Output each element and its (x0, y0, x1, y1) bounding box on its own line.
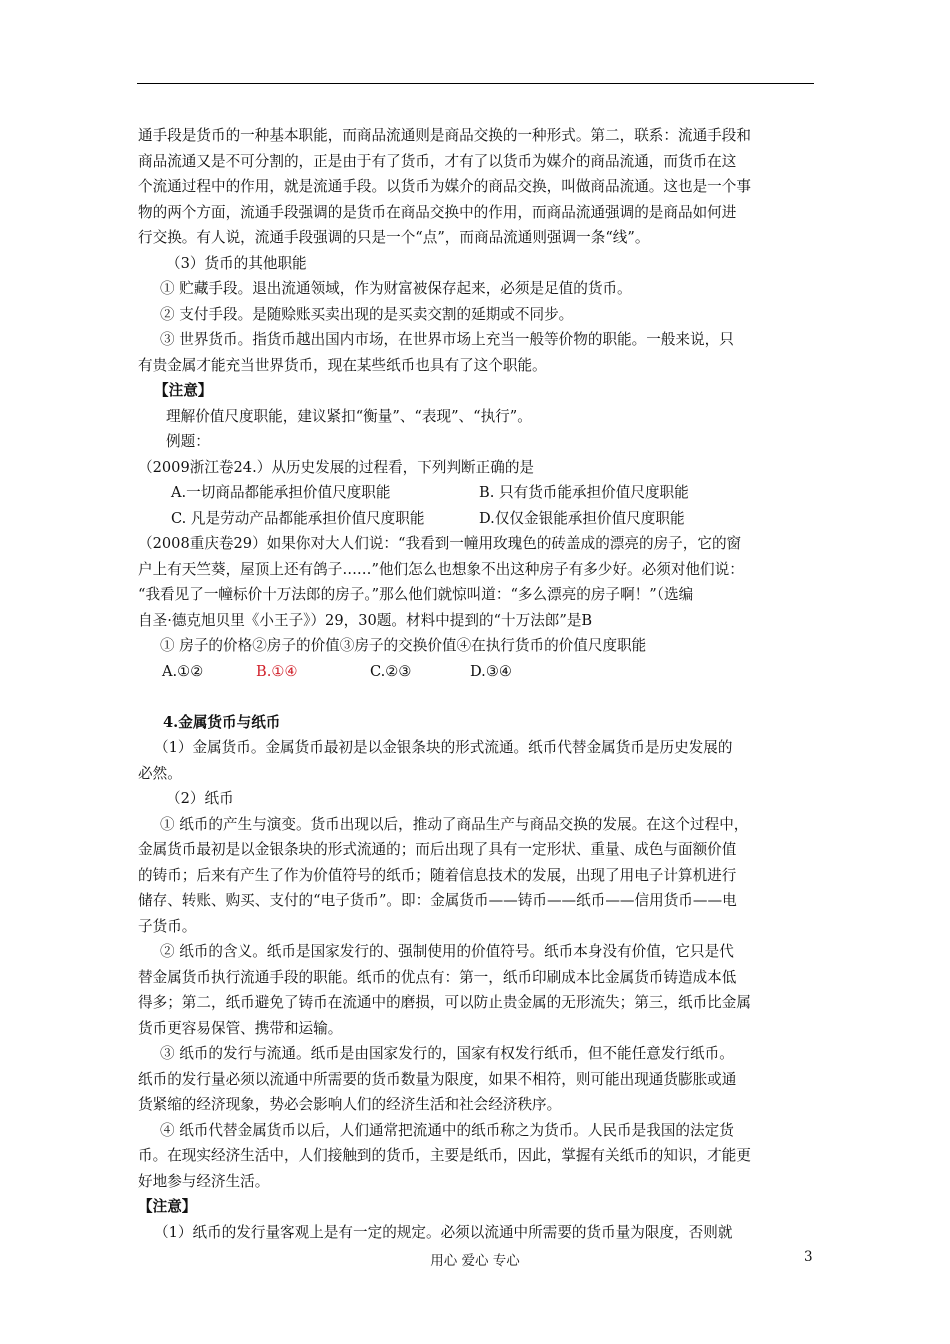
list-item: ① 纸币的产生与演变。货币出现以后，推动了商品生产与商品交换的发展。在这个过程中， (160, 815, 749, 833)
note-text: 理解价值尺度职能，建议紧扣“衡量”、“表现”、“执行”。 (166, 407, 532, 425)
list-item: ② 纸币的含义。纸币是国家发行的、强制使用的价值符号。纸币本身没有价值，它只是代 (160, 943, 734, 960)
question-stem: 户上有天竺葵，屋顶上还有鸽子……”他们怎么也想象不出这种房子有多少好。必须对他们说： (138, 560, 744, 578)
paragraph-line: 货币更容易保管、携带和运输。 (138, 1019, 343, 1037)
options-row (138, 480, 816, 506)
paragraph-line: 得多；第二，纸币避免了铸币在流通中的磨损，可以防止贵金属的无形流失；第三，纸币比金属 (138, 994, 751, 1011)
document-body (138, 123, 816, 1245)
question-choices-text: ① 房子的价格②房子的价值③房子的交换价值④在执行货币的价值尺度职能 (160, 637, 647, 654)
paragraph-line: 货紧缩的经济现象，势必会影响人们的经济生活和社会经济秩序。 (138, 1096, 562, 1113)
paragraph-line: 币。在现实经济生活中，人们接触到的货币，主要是纸币，因此，掌握有关纸币的知识，才能更 (138, 1147, 751, 1164)
option-c: C. 凡是劳动产品都能承担价值尺度职能 (171, 509, 425, 527)
question-stem: （2008重庆卷29）如果你对大人们说：“我看到一幢用玫瑰色的砖盖成的漂亮的房子，它的窗 (138, 535, 742, 552)
footer-motto: 用心 爱心 专心 (430, 1253, 520, 1269)
paragraph-line: （1）金属货币。金属货币最初是以金银条块的形式流通。纸币代替金属货币是历史发展的 (154, 739, 733, 756)
section-heading: 4.金属货币与纸币 (163, 713, 281, 731)
list-item: ③ 纸币的发行与流通。纸币是由国家发行的，国家有权发行纸币，但不能任意发行纸币。 (160, 1045, 734, 1062)
list-item: ① 贮藏手段。退出流通领域，作为财富被保存起来，必须是足值的货币。 (160, 280, 632, 297)
option-b: B. 只有货币能承担价值尺度职能 (479, 484, 689, 501)
option-d: D.仅仅金银能承担价值尺度职能 (479, 509, 685, 527)
paragraph-line: 金属货币最初是以金银条块的形式流通的；而后出现了具有一定形状、重量、成色与面额价值 (138, 841, 737, 858)
paragraph-line: 替金属货币执行流通手段的职能。纸币的优点有：第一，纸币印刷成本比金属货币铸造成本低 (138, 968, 737, 986)
options-row (138, 659, 816, 685)
paragraph-line: 必然。 (138, 764, 182, 782)
question-stem: “我看见了一幢标价十万法郎的房子。”那么他们就惊叫道：“多么漂亮的房子啊！”（选编 (138, 586, 694, 603)
paragraph-line: （1）纸币的发行量客观上是有一定的规定。必须以流通中所需要的货币量为限度，否则就 (154, 1223, 733, 1241)
options-row (138, 506, 816, 532)
paragraph-line: 物的两个方面，流通手段强调的是货币在商品交换中的作用，而商品流通强调的是商品如何进 (138, 203, 737, 221)
blank-line (138, 684, 816, 710)
paragraph-line: 通手段是货币的一种基本职能，而商品流通则是商品交换的一种形式。第二，联系：流通手段和 (138, 127, 751, 144)
paragraph-line: 个流通过程中的作用，就是流通手段。以货币为媒介的商品交换，叫做商品流通。这也是一个事 (138, 178, 751, 195)
subheading-paper-money: （2）纸币 (166, 790, 234, 807)
paragraph-line: 好地参与经济生活。 (138, 1172, 270, 1190)
subheading-other-functions: （3）货币的其他职能 (166, 254, 307, 272)
paragraph-line: 储存、转账、购买、支付的“电子货币”。即：金属货币——铸币——纸币——信用货币——电 (138, 892, 737, 909)
page-number: 3 (804, 1249, 813, 1265)
option-d: D.③④ (470, 662, 512, 680)
paragraph-line: 纸币的发行量必须以流通中所需要的货币数量为限度，如果不相符，则可能出现通货膨胀或通 (138, 1070, 737, 1088)
option-c: C.②③ (370, 662, 412, 680)
option-a: A.一切商品都能承担价值尺度职能 (171, 484, 391, 501)
list-item: ② 支付手段。是随赊账买卖出现的是买卖交割的延期或不同步。 (160, 305, 574, 323)
note-heading: 【注意】 (154, 382, 213, 399)
option-a: A.①② (162, 662, 204, 680)
example-label: 例题： (166, 433, 210, 450)
paragraph-line: 的铸币；后来有产生了作为价值符号的纸币；随着信息技术的发展，出现了用电子计算机进行 (138, 866, 737, 884)
paragraph-line: 商品流通又是不可分割的，正是由于有了货币，才有了以货币为媒介的商品流通，而货币在这 (138, 152, 737, 170)
paragraph-line: 子货币。 (138, 917, 197, 935)
question-stem: 自圣·德克旭贝里《小王子》）29，30题。材料中提到的“十万法郎”是B (138, 611, 593, 629)
note-heading: 【注意】 (138, 1198, 197, 1215)
option-b-answer: B.①④ (256, 662, 298, 680)
question-stem: （2009浙江卷24.）从历史发展的过程看，下列判断正确的是 (138, 458, 535, 476)
paragraph-line: 有贵金属才能充当世界货币，现在某些纸币也具有了这个职能。 (138, 356, 547, 374)
paragraph-line: 行交换。有人说，流通手段强调的只是一个“点”，而商品流通则强调一条“线”。 (138, 229, 650, 246)
header-rule (137, 83, 814, 84)
list-item: ④ 纸币代替金属货币以后，人们通常把流通中的纸币称之为货币。人民币是我国的法定货 (160, 1121, 734, 1139)
list-item: ③ 世界货币。指货币越出国内市场，在世界市场上充当一般等价物的职能。一般来说，只 (160, 331, 734, 348)
